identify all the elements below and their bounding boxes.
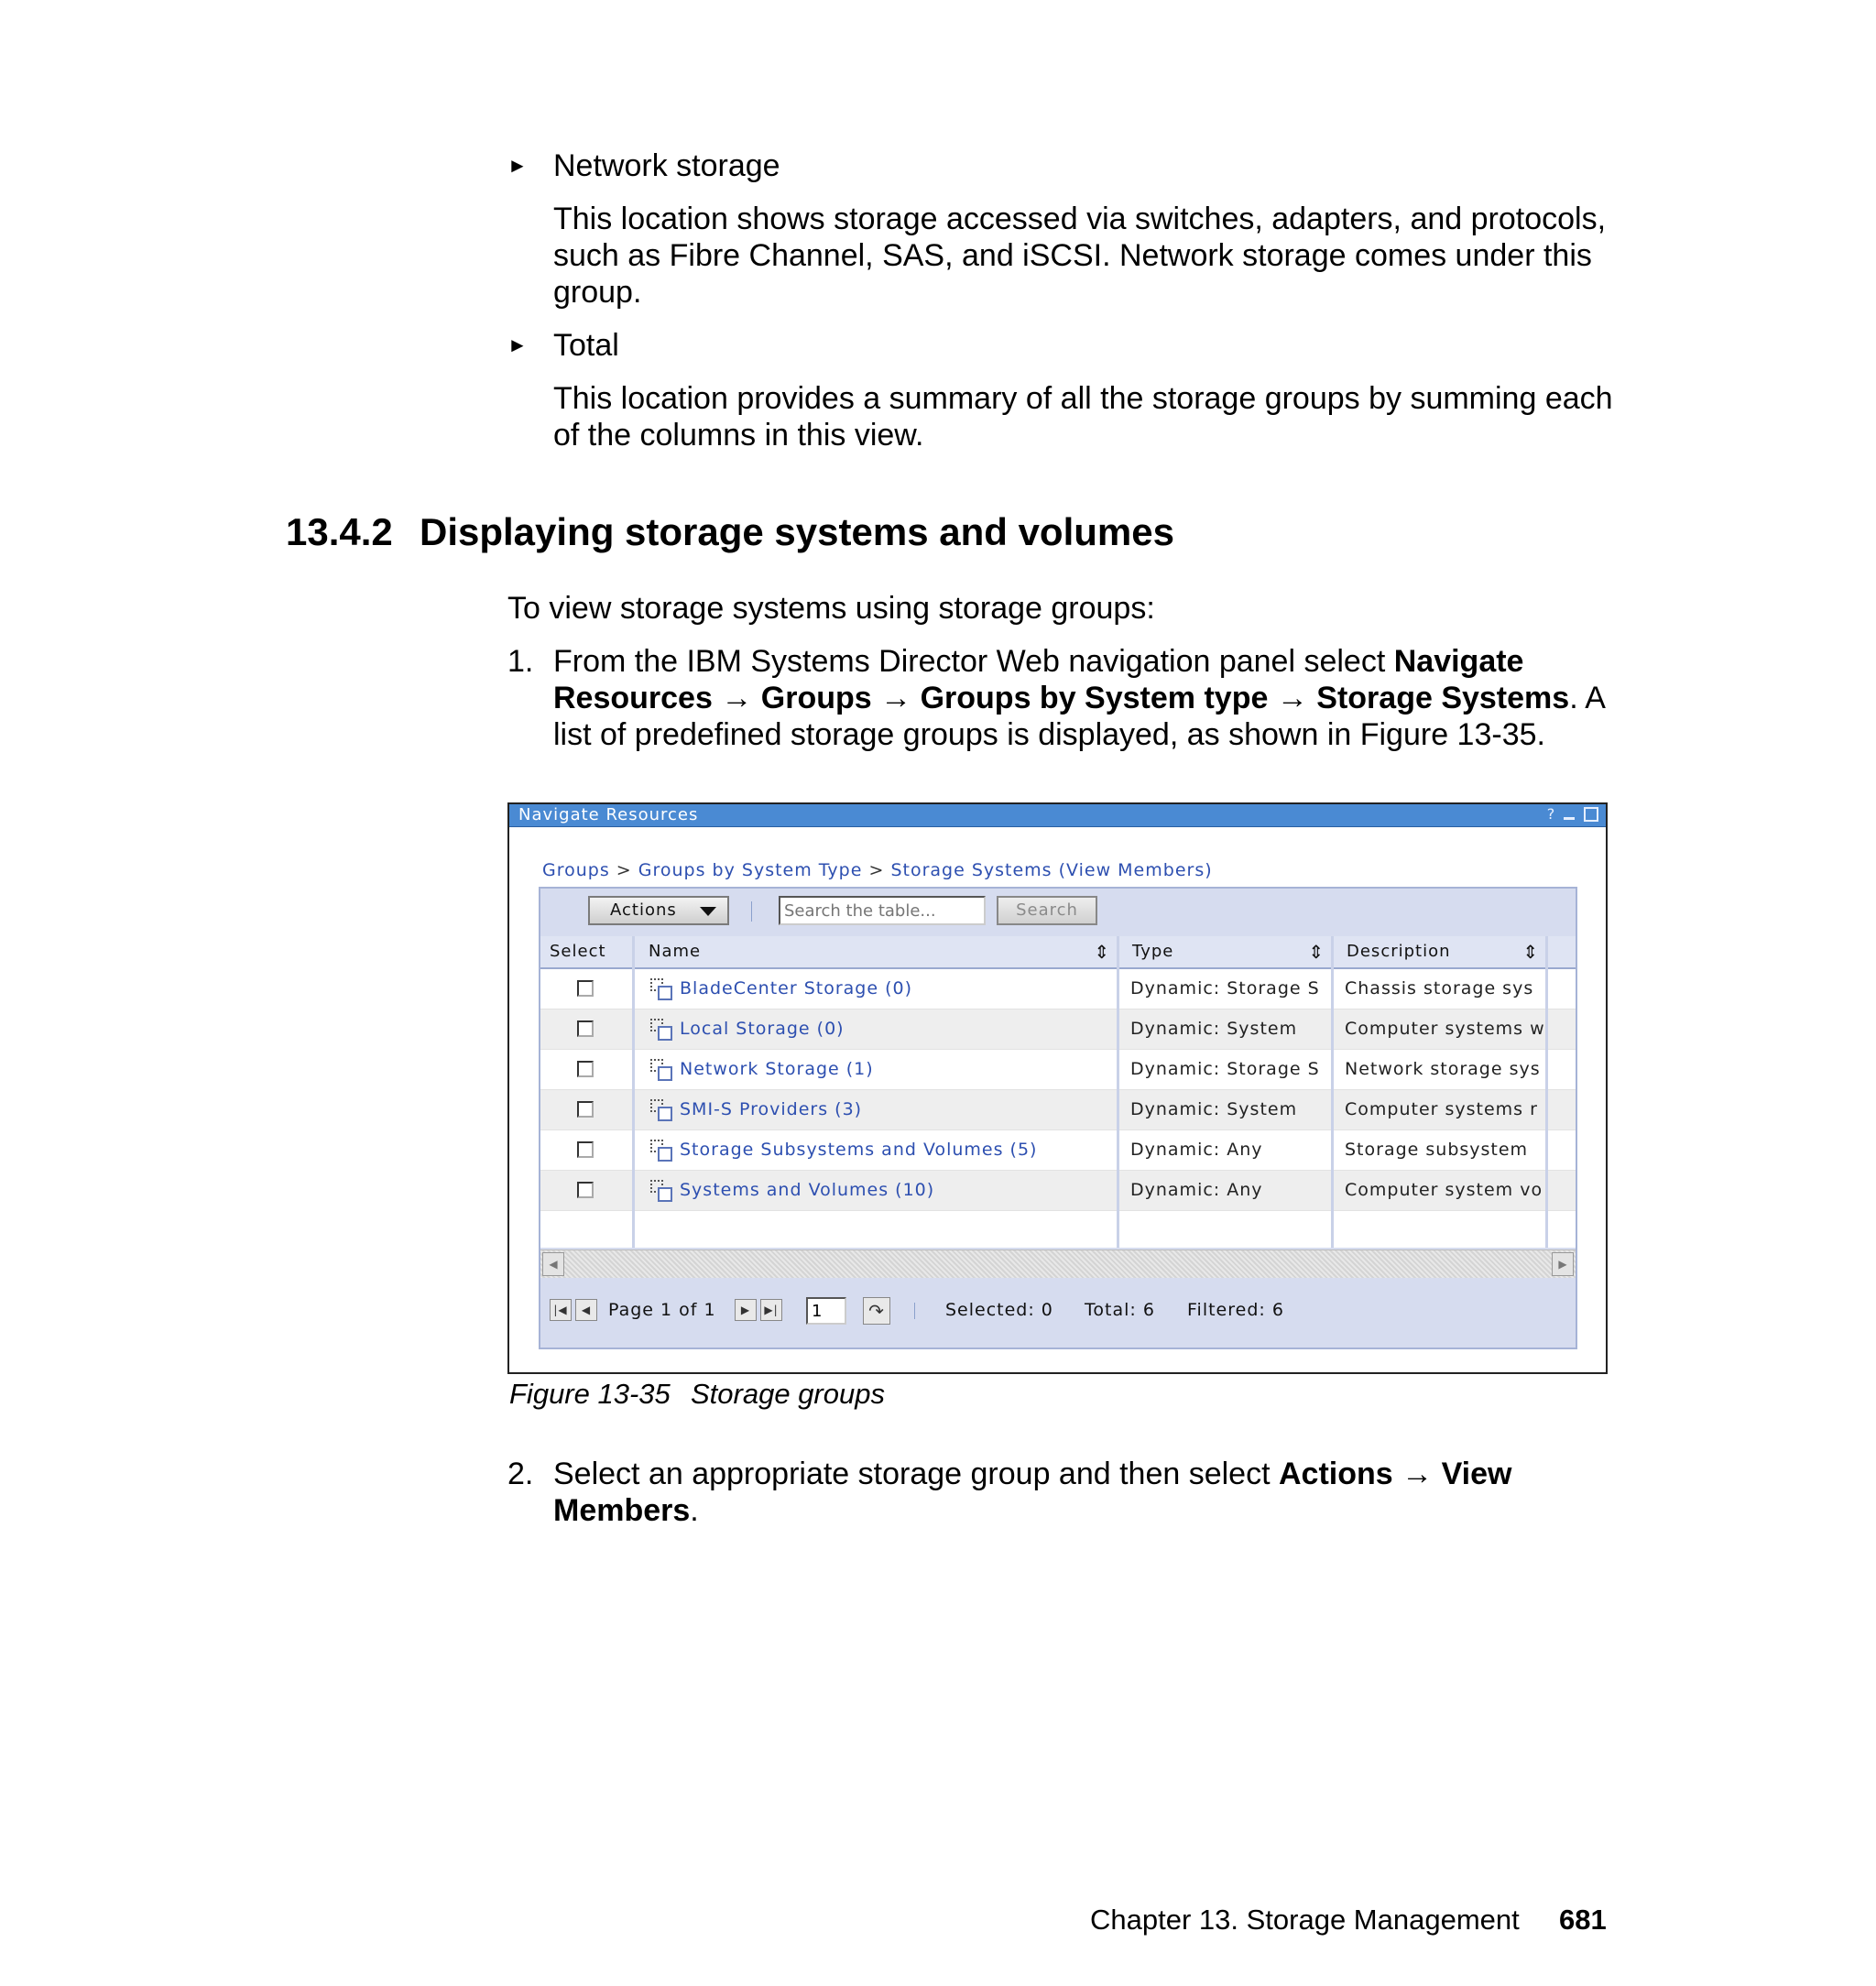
group-icon <box>650 1059 672 1081</box>
breadcrumb-groups[interactable]: Groups <box>542 860 610 880</box>
group-icon <box>650 1099 672 1121</box>
menu-path-resources: Resources <box>553 681 713 715</box>
column-header-type[interactable] <box>1119 936 1334 969</box>
section-title: Displaying storage systems and volumes <box>420 510 1174 553</box>
toolbar-divider <box>751 901 752 922</box>
window-title: Navigate Resources <box>518 805 699 824</box>
group-name-link[interactable]: SMI-S Providers (3) <box>680 1099 863 1119</box>
group-description: Storage subsystem <box>1345 1140 1529 1160</box>
minimize-icon[interactable] <box>1564 806 1578 823</box>
bullet-arrow-icon: ► <box>507 333 528 356</box>
previous-page-icon[interactable]: ◀ <box>575 1299 597 1321</box>
column-header-label: Description <box>1347 942 1451 961</box>
arrow-text: → <box>1392 1457 1442 1491</box>
menu-path-groups: Groups <box>760 681 872 715</box>
table-row <box>540 1009 1576 1050</box>
menu-path-groups-by-type: Groups by System type <box>920 681 1269 715</box>
table-row <box>540 1050 1576 1090</box>
breadcrumb-separator: > <box>868 860 885 880</box>
group-icon <box>650 1180 672 1202</box>
group-name-link[interactable]: Network Storage (1) <box>680 1059 874 1079</box>
step-text-line <box>553 1456 1511 1492</box>
group-name-link[interactable]: BladeCenter Storage (0) <box>680 978 912 998</box>
menu-path-navigate: Navigate <box>1393 644 1524 679</box>
group-name-link[interactable]: Systems and Volumes (10) <box>680 1180 935 1200</box>
column-header-label: Select <box>550 942 606 961</box>
group-type: Dynamic: Any <box>1130 1140 1263 1160</box>
bullet-title: Network storage <box>553 148 780 183</box>
bullet-title: Total <box>553 328 619 363</box>
chevron-down-icon <box>700 907 716 916</box>
group-name-link[interactable]: Local Storage (0) <box>680 1019 845 1039</box>
scroll-right-icon[interactable]: ▶ <box>1552 1252 1574 1276</box>
step-text: From the IBM Systems Director Web navigation panel select <box>553 644 1394 679</box>
figure-caption-text: Storage groups <box>691 1378 885 1410</box>
table-row <box>540 1090 1576 1130</box>
step-text-line: list of predefined storage groups is displayed, as shown in Figure 13-35. <box>553 717 1545 752</box>
arrow-text: → <box>871 681 921 715</box>
arrow-text: → <box>712 681 761 715</box>
column-header-select <box>540 936 636 969</box>
group-name-link[interactable]: Storage Subsystems and Volumes (5) <box>680 1140 1038 1160</box>
screenshot-figure <box>507 802 1608 1374</box>
pagination-bar <box>540 1292 1576 1328</box>
resource-table <box>540 936 1576 1248</box>
scroll-left-icon[interactable]: ◀ <box>542 1252 564 1276</box>
help-icon[interactable]: ? <box>1546 805 1555 823</box>
footer-chapter: Chapter 13. Storage Management <box>1090 1904 1520 1936</box>
page-number-input[interactable] <box>806 1297 846 1325</box>
column-divider[interactable] <box>632 936 635 1248</box>
column-header-label: Type <box>1132 942 1174 961</box>
row-checkbox[interactable] <box>577 1061 594 1077</box>
search-button[interactable]: Search <box>997 896 1097 925</box>
column-header-description[interactable] <box>1334 936 1548 969</box>
step-text-line <box>553 643 1523 680</box>
maximize-icon[interactable] <box>1584 806 1598 823</box>
bullet-body-line: This location provides a summary of all the storage groups by summing each <box>553 381 1613 416</box>
row-checkbox[interactable] <box>577 1141 594 1158</box>
go-to-page-icon[interactable]: ↷ <box>863 1297 890 1325</box>
menu-path-actions: Actions <box>1278 1457 1393 1491</box>
step-number: 2. <box>507 1457 534 1491</box>
group-type: Dynamic: Any <box>1130 1180 1263 1200</box>
page-indicator: Page 1 of 1 <box>608 1300 716 1320</box>
bullet-body-line: group. <box>553 275 642 310</box>
last-page-icon[interactable]: ▶| <box>760 1299 782 1321</box>
step-text-line <box>553 680 1606 716</box>
window-titlebar <box>509 804 1606 827</box>
breadcrumb-current: Storage Systems (View Members) <box>890 860 1213 880</box>
column-header-name[interactable] <box>636 936 1119 969</box>
group-icon <box>650 1140 672 1162</box>
actions-button[interactable] <box>588 896 729 925</box>
column-divider[interactable] <box>1331 936 1334 1248</box>
group-description: Computer systems r <box>1345 1099 1538 1119</box>
intro-text: To view storage systems using storage groups: <box>507 591 1155 626</box>
breadcrumb <box>542 859 1213 881</box>
table-row <box>540 969 1576 1009</box>
group-icon <box>650 1019 672 1041</box>
filtered-count: Filtered: 6 <box>1187 1300 1284 1320</box>
group-description: Computer system vo <box>1345 1180 1543 1200</box>
table-panel <box>539 887 1577 1349</box>
page-number: 681 <box>1559 1904 1607 1936</box>
column-divider[interactable] <box>1117 936 1119 1248</box>
step-text: Select an appropriate storage group and then select <box>553 1457 1279 1491</box>
group-type: Dynamic: System <box>1130 1099 1298 1119</box>
column-header-filler <box>1548 936 1576 969</box>
breadcrumb-separator: > <box>616 860 632 880</box>
menu-path-storage-systems: Storage Systems <box>1316 681 1570 715</box>
group-type: Dynamic: Storage S <box>1130 978 1320 998</box>
bullet-arrow-icon: ► <box>507 154 528 177</box>
step-text: . A <box>1569 681 1606 715</box>
figure-caption-label: Figure 13-35 <box>509 1378 671 1410</box>
group-type: Dynamic: System <box>1130 1019 1298 1039</box>
first-page-icon[interactable]: |◀ <box>550 1299 572 1321</box>
row-checkbox[interactable] <box>577 1182 594 1198</box>
sort-icon[interactable]: ⇕ <box>1522 941 1539 963</box>
horizontal-scrollbar[interactable] <box>540 1249 1576 1278</box>
group-type: Dynamic: Storage S <box>1130 1059 1320 1079</box>
sort-icon[interactable]: ⇕ <box>1094 941 1110 963</box>
actions-label: Actions <box>610 900 677 920</box>
bullet-body-line: such as Fibre Channel, SAS, and iSCSI. Network storage comes under this <box>553 238 1592 273</box>
total-count: Total: 6 <box>1085 1300 1155 1320</box>
next-page-icon[interactable]: ▶ <box>735 1299 757 1321</box>
pager-divider <box>914 1303 915 1319</box>
bullet-body-line: of the columns in this view. <box>553 418 924 453</box>
step-text-line <box>553 1492 699 1529</box>
row-checkbox[interactable] <box>577 1020 594 1037</box>
step-text: . <box>690 1493 699 1528</box>
column-divider[interactable] <box>1545 936 1548 1248</box>
search-input[interactable] <box>779 896 986 925</box>
table-row <box>540 1130 1576 1171</box>
arrow-text: → <box>1268 681 1317 715</box>
sort-icon[interactable]: ⇕ <box>1308 941 1325 963</box>
group-icon <box>650 978 672 1000</box>
selected-count: Selected: 0 <box>945 1300 1053 1320</box>
section-number: 13.4.2 <box>286 510 393 553</box>
group-description: Network storage sys <box>1345 1059 1541 1079</box>
menu-path-view: View <box>1441 1457 1512 1491</box>
group-description: Chassis storage sys <box>1345 978 1534 998</box>
menu-path-members: Members <box>553 1493 691 1528</box>
bullet-body-line: This location shows storage accessed via switches, adapters, and protocols, <box>553 202 1607 236</box>
window-controls <box>1543 806 1598 823</box>
row-checkbox[interactable] <box>577 980 594 997</box>
group-description: Computer systems w <box>1345 1019 1545 1039</box>
breadcrumb-groups-by-type[interactable]: Groups by System Type <box>638 860 863 880</box>
table-row <box>540 1171 1576 1211</box>
row-checkbox[interactable] <box>577 1101 594 1118</box>
step-number: 1. <box>507 644 534 679</box>
column-header-label: Name <box>649 942 702 961</box>
